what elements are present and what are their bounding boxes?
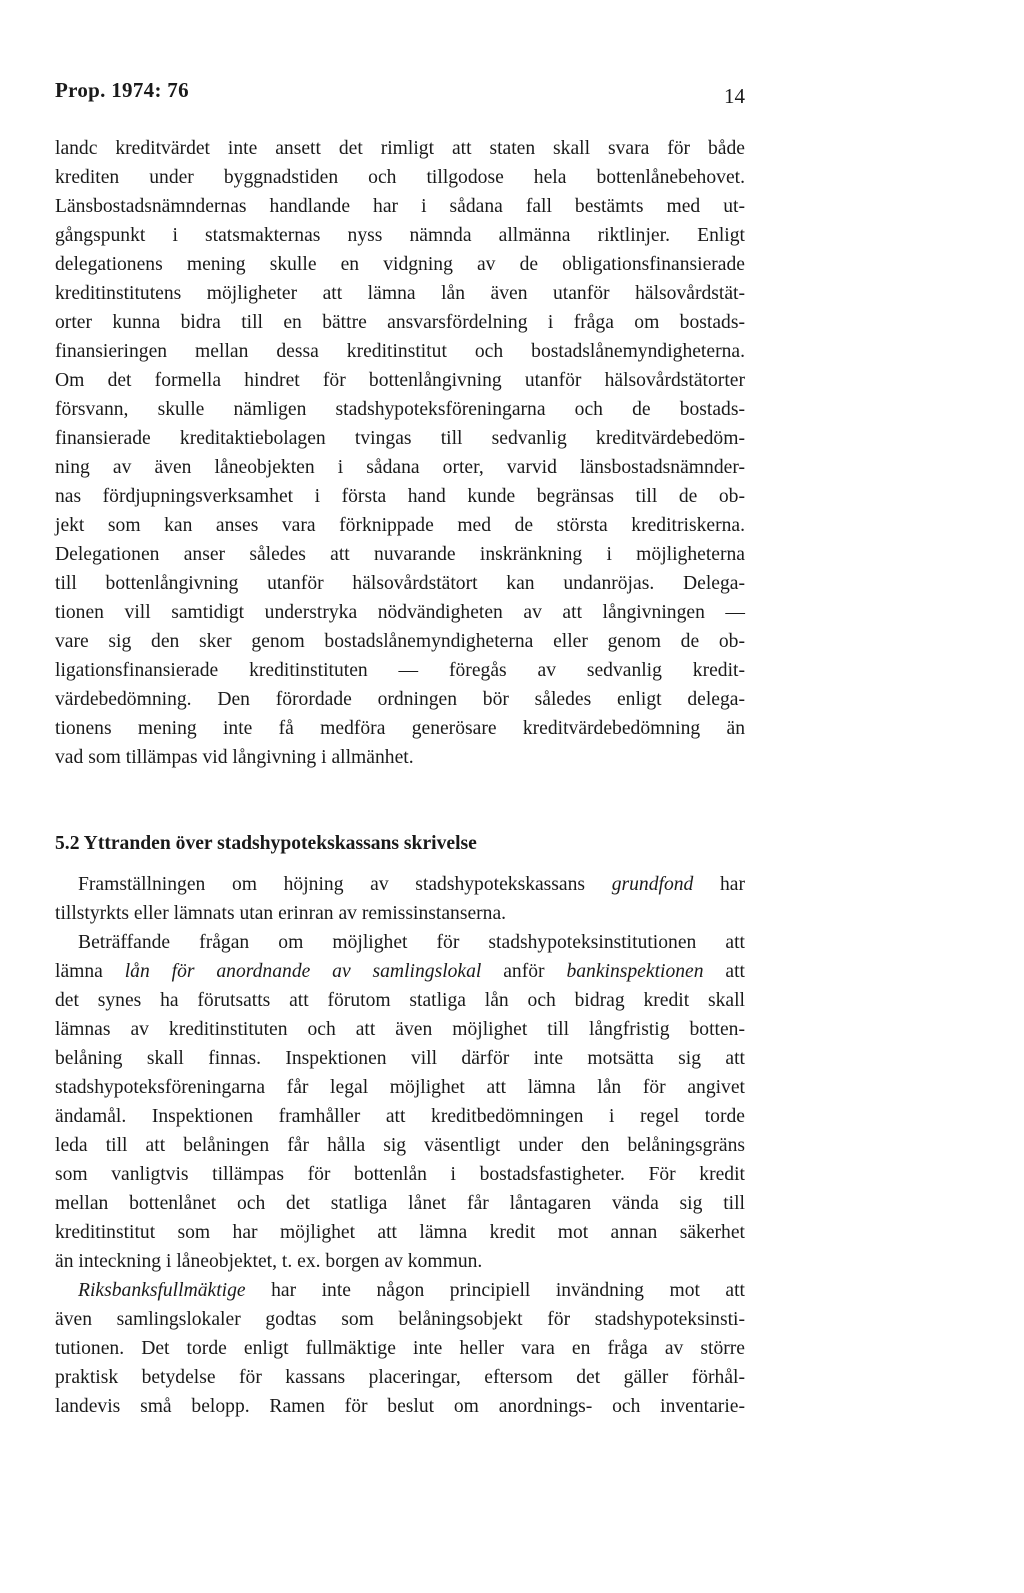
text-line: kreditinstitutens möjligheter att lämna lån även utanför hälsovårdstät- xyxy=(55,283,745,304)
text-line: vad som tillämpas vid långivning i allmänhet. xyxy=(55,747,414,768)
text-line: till bottenlångivning utanför hälsovårdstätort kan undanröjas. Delega- xyxy=(55,573,745,594)
text-line: tionen vill samtidigt understryka nödvändigheten av att långivningen — xyxy=(55,602,745,623)
text-line xyxy=(55,960,745,984)
text-line: tillstyrkts eller lämnats utan erinran av remissinstanserna. xyxy=(55,903,507,924)
text-span: lämna xyxy=(55,961,125,982)
text-line: orter kunna bidra till en bättre ansvarsfördelning i fråga om bostads- xyxy=(55,312,745,333)
text-line: vare sig den sker genom bostadslånemyndigheterna eller genom de ob- xyxy=(55,631,745,652)
text-line: kreditinstitut som har möjlighet att lämna kredit mot annan säkerhet xyxy=(55,1222,745,1243)
text-line: praktisk betydelse för kassans placeringar, eftersom det gäller förhål- xyxy=(55,1367,745,1388)
text-line: finansieringen mellan dessa kreditinstitut och bostadslånemyndigheterna. xyxy=(55,341,745,362)
text-line: värdebedömning. Den förordade ordningen bör således enligt delega- xyxy=(55,689,745,710)
text-line: försvann, skulle nämligen stadshypoteksföreningarna och de bostads- xyxy=(55,399,745,420)
text-line: mellan bottenlånet och det statliga lånet får låntagaren vända sig till xyxy=(55,1193,745,1214)
text-span: har xyxy=(693,874,745,895)
section-heading: 5.2 Yttranden över stadshypotekskassans skrivelse xyxy=(55,833,477,854)
text-line: stadshypoteksföreningarna får legal möjlighet att lämna lån för angivet xyxy=(55,1077,745,1098)
text-line: landevis små belopp. Ramen för beslut om anordnings- och inventarie- xyxy=(55,1396,745,1417)
emphasis: lån för anordnande av samlingslokal xyxy=(124,961,482,982)
text-line: lämnas av kreditinstituten och att även möjlighet till långfristig botten- xyxy=(55,1019,745,1040)
text-line: jekt som kan anses vara förknippade med de största kreditriskerna. xyxy=(55,515,745,536)
text-line: än inteckning i låneobjektet, t. ex. borgen av kommun. xyxy=(55,1251,483,1272)
text-span: Framställningen om höjning av stadshypotekskassans xyxy=(78,874,612,895)
text-line: tutionen. Det torde enligt fullmäktige inte heller vara en fråga av större xyxy=(55,1338,745,1359)
text-line: Länsbostadsnämndernas handlande har i sådana fall bestämts med ut- xyxy=(55,196,745,217)
text-span: anför xyxy=(481,961,567,982)
emphasis: Riksbanksfullmäktige xyxy=(78,1280,246,1301)
running-head: Prop. 1974: 76 xyxy=(55,78,189,102)
text-line: krediten under byggnadstiden och tillgodose hela bottenlånebehovet. xyxy=(55,167,745,188)
text-line: det synes ha förutsatts att förutom statliga lån och bidrag kredit skall xyxy=(55,990,745,1011)
text-span: har inte någon principiell invändning mot att xyxy=(245,1280,745,1301)
text-line: leda till att belåningen får hålla sig väsentligt under den belåningsgräns xyxy=(55,1135,745,1156)
text-line: gångspunkt i statsmakternas nyss nämnda allmänna riktlinjer. Enligt xyxy=(55,225,745,246)
text-line: som vanligtvis tillämpas för bottenlån i bostadsfastigheter. För kredit xyxy=(55,1164,745,1185)
emphasis: grundfond xyxy=(611,874,694,895)
text-line: Beträffande frågan om möjlighet för stadshypoteksinstitutionen att xyxy=(78,932,745,953)
page-number: 14 xyxy=(724,84,745,108)
text-line: landc kreditvärdet inte ansett det rimligt att staten skall svara för både xyxy=(55,138,745,159)
page-header xyxy=(55,78,745,108)
text-line: tionens mening inte få medföra generösare kreditvärdebedömning än xyxy=(55,718,745,739)
text-line: delegationens mening skulle en vidgning av de obligationsfinansierade xyxy=(55,254,745,275)
text-line xyxy=(78,873,745,897)
emphasis: bankinspektionen xyxy=(566,961,704,982)
text-line: Om det formella hindret för bottenlångivning utanför hälsovårdstätorter xyxy=(55,370,745,391)
text-span: att xyxy=(703,961,746,982)
text-line: belåning skall finnas. Inspektionen vill därför inte motsätta sig att xyxy=(55,1048,745,1069)
text-line: Delegationen anser således att nuvarande inskränkning i möjligheterna xyxy=(55,544,745,565)
text-line: ändamål. Inspektionen framhåller att kreditbedömningen i regel torde xyxy=(55,1106,745,1127)
text-line: även samlingslokaler godtas som belåningsobjekt för stadshypoteksinsti- xyxy=(55,1309,745,1330)
text-line: ning av även låneobjekten i sådana orter, varvid länsbostadsnämnder- xyxy=(55,457,745,478)
text-line: finansierade kreditaktiebolagen tvingas till sedvanlig kreditvärdebedöm- xyxy=(55,428,745,449)
text-line: nas fördjupningsverksamhet i första hand kunde begränsas till de ob- xyxy=(55,486,745,507)
text-line xyxy=(78,1279,745,1303)
text-line: ligationsfinansierade kreditinstituten — föregås av sedvanlig kredit- xyxy=(55,660,745,681)
